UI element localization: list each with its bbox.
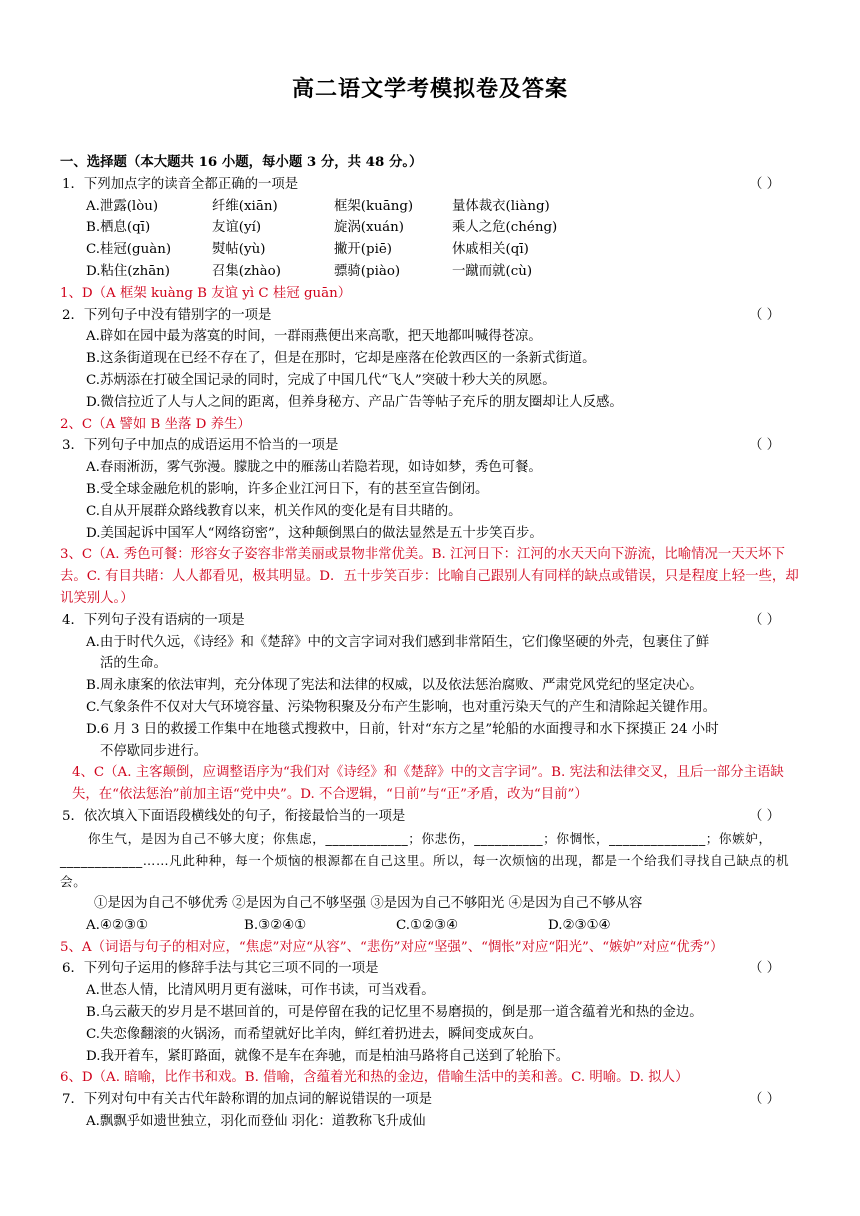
answer-bracket: （ ） (748, 176, 780, 192)
q1-option-a-4: 量体裁衣(liàng) (452, 198, 550, 214)
exam-content (60, 152, 800, 1133)
q1-option-d-2: 召集(zhào) (212, 263, 281, 279)
q5-option-c: C.①②③④ (396, 917, 459, 933)
question-stem: 1．下列加点字的读音全都正确的一项是 (62, 176, 299, 192)
question-stem: 5．依次填入下面语段横线处的句子，衔接最恰当的一项是 (62, 808, 406, 824)
question-1 (60, 174, 800, 196)
question-2 (60, 305, 800, 327)
q5-sentence-choices: ①是因为自己不够优秀 ②是因为自己不够坚强 ③是因为自己不够阳光 ④是因为自己不够从容 (94, 896, 643, 912)
q1-option-c-4: 休戚相关(qī) (452, 242, 529, 258)
page-title: 高二语文学考模拟卷及答案 (291, 76, 568, 102)
q1-option-c-3: 撇开(piē) (334, 242, 393, 258)
q1-option-b-2: 友谊(yí) (212, 220, 262, 236)
q5-passage: 你生气，是因为自己不够大度；你焦虑，____________；你悲伤，__________；你惆怅，______________；你嫉妒，____________……凡此种种，每一个烦恼的根源都在自己这里。所以，每一次烦恼的出现，都是一个给我们寻找自己缺点的机会。 (60, 830, 790, 890)
q2-option-d: D.微信拉近了人与人之间的距离，但养身秘方、产品广告等帖子充斥的朋友圈却让人反感。 (86, 394, 623, 410)
q4-option-b: B.周永康案的依法审判，充分体现了宪法和法律的权威，以及依法惩治腐败、严肃党风党纪的坚定决心。 (86, 678, 703, 694)
q4-option-c: C.气象条件不仅对大气环境容量、污染物积聚及分布产生影响，也对重污染天气的产生和清除起关键作用。 (86, 699, 716, 715)
question-5 (60, 806, 800, 828)
answer-6: 6、D（A. 暗喻，比作书和戏。B. 借喻，含蕴着光和热的金边，借喻生活中的美和善。C. 明喻。D. 拟人） (60, 1070, 689, 1086)
question-stem: 2．下列句子中没有错别字的一项是 (62, 307, 272, 323)
answer-bracket: （ ） (748, 1092, 780, 1108)
answer-bracket: （ ） (748, 438, 780, 454)
q4-option-d: D.6 月 3 日的救援工作集中在地毯式搜救中，日前，针对“东方之星”轮船的水面搜寻和水下探摸正 24 小时 (86, 721, 719, 737)
q2-option-a: A.辟如在园中最为落寞的时间，一群雨燕便出来高歌，把天地都叫喊得苍凉。 (86, 329, 542, 345)
q1-option-d-1: D.粘住(zhān) (86, 263, 171, 279)
q2-option-c: C.苏炳添在打破全国记录的同时，完成了中国几代“飞人”突破十秒大关的夙愿。 (86, 372, 556, 388)
q5-option-d: D.②③①④ (548, 917, 611, 933)
question-stem: 3．下列句子中加点的成语运用不恰当的一项是 (62, 438, 339, 454)
q3-option-c: C.自从开展群众路线教育以来，机关作风的变化是有目共睹的。 (86, 503, 462, 519)
q1-option-row (60, 217, 800, 239)
answer-2: 2、C（A 譬如 B 坐落 D 养生） (60, 416, 251, 432)
question-3 (60, 435, 800, 457)
q1-option-d-4: 一蹴而就(cù) (452, 263, 533, 279)
q3-option-a: A.春雨淅沥，雾气弥漫。朦胧之中的雁荡山若隐若现，如诗如梦，秀色可餐。 (86, 460, 542, 476)
question-stem: 4．下列句子没有语病的一项是 (62, 612, 245, 628)
answer-bracket: （ ） (748, 808, 780, 824)
q1-option-row (60, 239, 800, 261)
question-7 (60, 1089, 800, 1111)
q1-option-b-4: 乘人之危(chéng) (452, 220, 558, 236)
q5-option-a: A.④②③① (86, 917, 148, 933)
q7-option-a: A.飘飘乎如遗世独立，羽化而登仙 羽化：道教称飞升成仙 (86, 1114, 426, 1130)
section-heading: 一、选择题（本大题共 16 小题，每小题 3 分，共 48 分。） (60, 154, 423, 170)
q1-option-b-3: 旋涡(xuán) (334, 220, 405, 236)
question-stem: 7．下列对句中有关古代年龄称谓的加点词的解说错误的一项是 (62, 1092, 433, 1108)
q1-option-c-1: C.桂冠(guàn) (86, 242, 172, 258)
q2-option-b: B.这条街道现在已经不存在了，但是在那时，它却是座落在伦敦西区的一条新式街道。 (86, 351, 596, 367)
q1-option-row (60, 196, 800, 218)
q1-option-a-2: 纤维(xiān) (212, 198, 278, 214)
q5-options (60, 915, 800, 937)
q6-option-d: D.我开着车，紧盯路面，就像不是车在奔驰，而是柏油马路将自己送到了轮胎下。 (86, 1048, 570, 1064)
q6-option-a: A.世态人情，比清风明月更有滋味，可作书读，可当戏看。 (86, 983, 435, 999)
q1-option-d-3: 骠骑(piào) (334, 263, 401, 279)
q1-option-c-2: 熨帖(yù) (212, 242, 266, 258)
question-6 (60, 958, 800, 980)
q6-option-b: B.乌云蔽天的岁月是不堪回首的，可是停留在我的记忆里不易磨损的，倒是那一道含蕴着光和热的金边。 (86, 1005, 703, 1021)
q1-option-row (60, 261, 800, 283)
q4-option-a-cont: 活的生命。 (100, 656, 167, 672)
q3-option-b: B.受全球金融危机的影响，许多企业江河日下，有的甚至宣告倒闭。 (86, 481, 489, 497)
answer-bracket: （ ） (748, 307, 780, 323)
q4-option-d-cont: 不停歇同步进行。 (100, 743, 208, 759)
answer-3: 3、C（A. 秀色可餐：形容女子姿容非常美丽或景物非常优美。B. 江河日下：江河的水天天向下游流，比喻情况一天天坏下去。C. 有目共睹：人人都看见，极其明显。D．五十步笑百步：比喻自己跟别人有同样的缺点或错误，只是程度上轻一些，却讥笑别人。） (60, 547, 799, 606)
q6-option-c: C.失恋像翻滚的火锅汤，而希望就好比羊肉，鲜红着扔进去，瞬间变成灰白。 (86, 1026, 542, 1042)
question-4 (60, 610, 800, 632)
answer-5: 5、A（词语与句子的相对应，“焦虑”对应“从容”、“悲伤”对应“坚强”、“惆怅”对应“阳光”、“嫉妒”对应“优秀”） (60, 939, 724, 955)
answer-1: 1、D（A 框架 kuàng B 友谊 yì C 桂冠 guān） (60, 285, 352, 301)
q3-option-d: D.美国起诉中国军人“网络窃密”，这种颠倒黑白的做法显然是五十步笑百步。 (86, 525, 543, 541)
q1-option-b-1: B.栖息(qī) (86, 220, 151, 236)
question-stem: 6．下列句子运用的修辞手法与其它三项不同的一项是 (62, 961, 379, 977)
q4-option-a: A.由于时代久远，《诗经》和《楚辞》中的文言字词对我们感到非常陌生，它们像坚硬的外壳，包裹住了鲜 (86, 634, 710, 650)
answer-bracket: （ ） (748, 612, 780, 628)
answer-bracket: （ ） (748, 961, 780, 977)
q1-option-a-1: A.泄露(lòu) (86, 198, 159, 214)
q1-option-a-3: 框架(kuāng) (334, 198, 414, 214)
q5-option-b: B.③②④① (244, 917, 307, 933)
answer-4: 4、C（A. 主客颠倒，应调整语序为“我们对《诗经》和《楚辞》中的文言字词”。B. 宪法和法律交叉，且后一部分主语缺失，在“依法惩治”前加主语“党中央”。D. 不合逻辑，“日前”与“正”矛盾，改为“目前”） (72, 765, 784, 803)
